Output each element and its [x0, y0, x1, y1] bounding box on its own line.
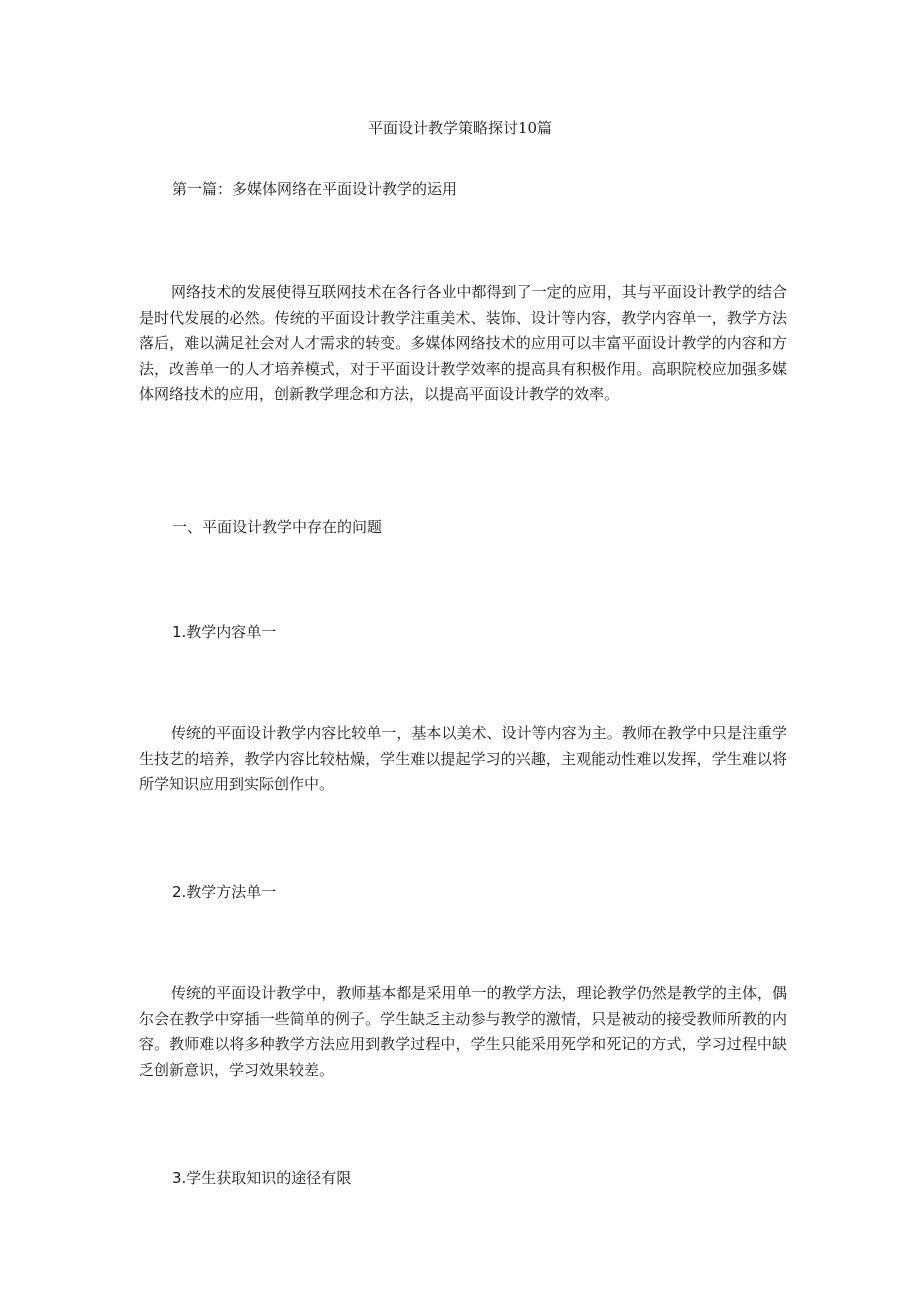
section-heading-problems: 一、平面设计教学中存在的问题: [172, 518, 383, 536]
subheading-method-single: 2.教学方法单一: [172, 883, 277, 901]
subheading-knowledge-channels: 3.学生获取知识的途径有限: [172, 1169, 352, 1187]
intro-paragraph: 网络技术的发展使得互联网技术在各行各业中都得到了一定的应用，其与平面设计教学的结合是时代发展的必然。传统的平面设计教学注重美术、装饰、设计等内容，教学内容单一，教学方法落后，难以满足社会对人才需求的转变。多媒体网络技术的应用可以丰富平面设计教学的内容和方法，改善单一的人才培养模式，对于平面设计教学效率的提高具有积极作用。高职院校应加强多媒体网络技术的应用，创新教学理念和方法，以提高平面设计教学的效率。: [139, 283, 787, 403]
document-title: 平面设计教学策略探讨10篇: [367, 119, 553, 137]
paragraph-method-single: 传统的平面设计教学中，教师基本都是采用单一的教学方法，理论教学仍然是教学的主体，偶尔会在教学中穿插一些简单的例子。学生缺乏主动参与教学的激情，只是被动的接受教师所教的内容。教师难以将多种教学方法应用到教学过程中，学生只能采用死学和死记的方式，学习过程中缺乏创新意识，学习效果较差。: [139, 984, 787, 1079]
chapter-heading: 第一篇：多媒体网络在平面设计教学的运用: [172, 180, 458, 198]
subheading-content-single: 1.教学内容单一: [172, 623, 277, 641]
paragraph-content-single: 传统的平面设计教学内容比较单一，基本以美术、设计等内容为主。教师在教学中只是注重学生技艺的培养，教学内容比较枯燥，学生难以提起学习的兴趣，主观能动性难以发挥，学生难以将所学知识应用到实际创作中。: [139, 724, 787, 793]
